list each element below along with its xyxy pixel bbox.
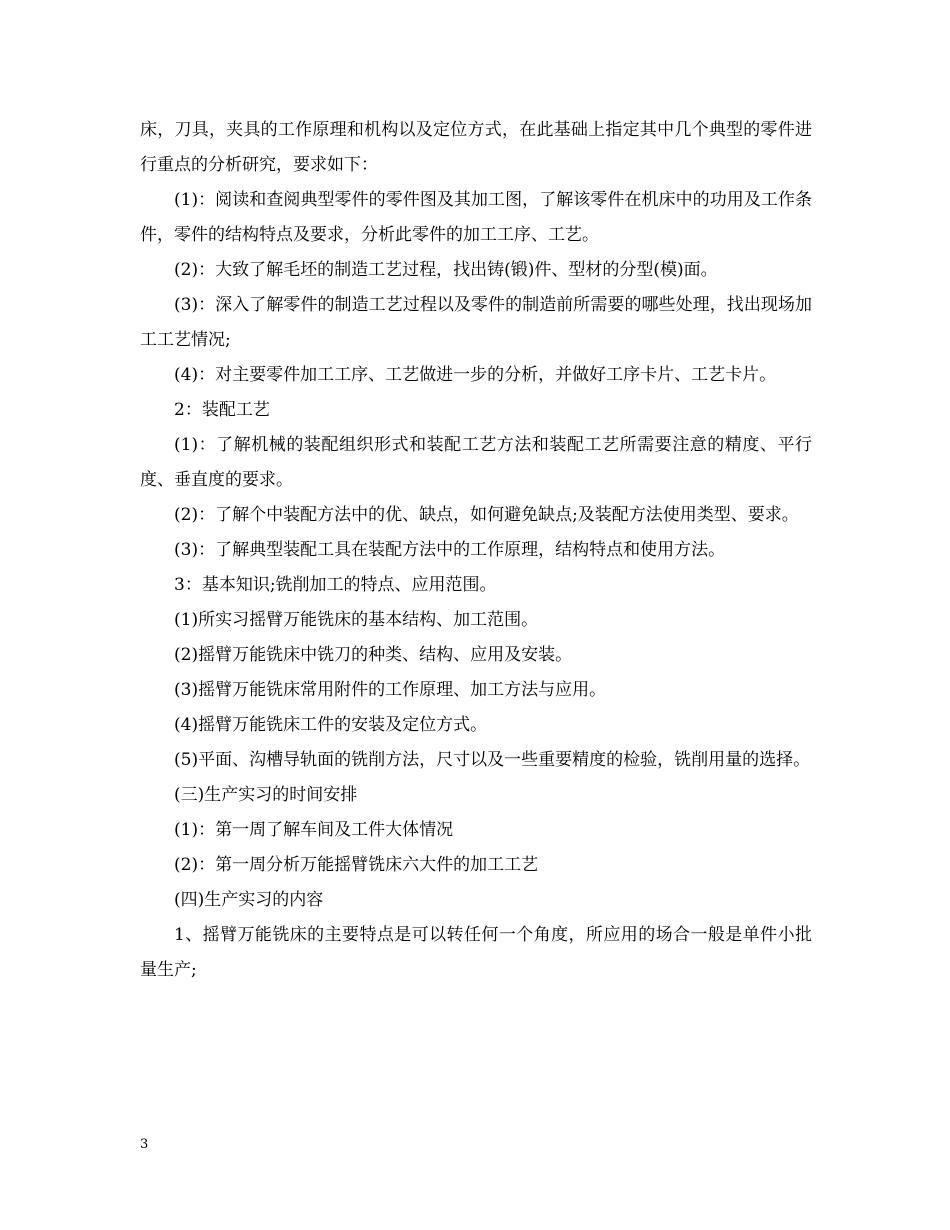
section-heading-basics: 3：基本知识;铣削加工的特点、应用范围。 <box>174 575 497 595</box>
paragraph-17: (1)：第一周了解车间及工件大体情况 <box>174 820 454 840</box>
paragraph-8: (2)：了解个中装配方法中的优、缺点，如何避免缺点;及装配方法使用类型、要求。 <box>174 505 799 525</box>
paragraph-7: (1)：了解机械的装配组织形式和装配工艺方法和装配工艺所需要注意的精度、平行度、垂直度的要求。 <box>140 435 812 490</box>
paragraph-4: (3)：深入了解零件的制造工艺过程以及零件的制造前所需要的哪些处理，找出现场加工工艺情况; <box>140 295 812 350</box>
section-heading-assembly: 2：装配工艺 <box>174 400 270 420</box>
paragraph-15: (5)平面、沟槽导轨面的铣削方法，尺寸以及一些重要精度的检验，铣削用量的选择。 <box>174 750 811 770</box>
paragraph-2: (1)：阅读和查阅典型零件的零件图及其加工图，了解该零件在机床中的功用及工作条件，零件的结构特点及要求，分析此零件的加工工序、工艺。 <box>140 190 812 245</box>
paragraph-5: (4)：对主要零件加工工序、工艺做进一步的分析，并做好工序卡片、工艺卡片。 <box>174 365 777 385</box>
paragraph-12: (2)摇臂万能铣床中铣刀的种类、结构、应用及安装。 <box>174 645 573 665</box>
paragraph-13: (3)摇臂万能铣床常用附件的工作原理、加工方法与应用。 <box>174 680 607 700</box>
paragraph-9: (3)：了解典型装配工具在装配方法中的工作原理，结构特点和使用方法。 <box>174 540 726 560</box>
paragraph-11: (1)所实习摇臂万能铣床的基本结构、加工范围。 <box>174 610 539 630</box>
document-body <box>140 113 812 988</box>
section-heading-content: (四)生产实习的内容 <box>174 890 324 910</box>
page-number: 3 <box>140 1137 149 1152</box>
paragraph-1: 床，刀具，夹具的工作原理和机构以及定位方式，在此基础上指定其中几个典型的零件进行重点的分析研究，要求如下： <box>140 120 812 175</box>
section-heading-schedule: (三)生产实习的时间安排 <box>174 785 358 805</box>
paragraph-20: 1、摇臂万能铣床的主要特点是可以转任何一个角度，所应用的场合一般是单件小批量生产; <box>140 925 812 980</box>
paragraph-18: (2)：第一周分析万能摇臂铣床六大件的加工工艺 <box>174 855 539 875</box>
paragraph-3: (2)：大致了解毛坯的制造工艺过程，找出铸(锻)件、型材的分型(模)面。 <box>174 260 718 280</box>
paragraph-14: (4)摇臂万能铣床工件的安装及定位方式。 <box>174 715 488 735</box>
